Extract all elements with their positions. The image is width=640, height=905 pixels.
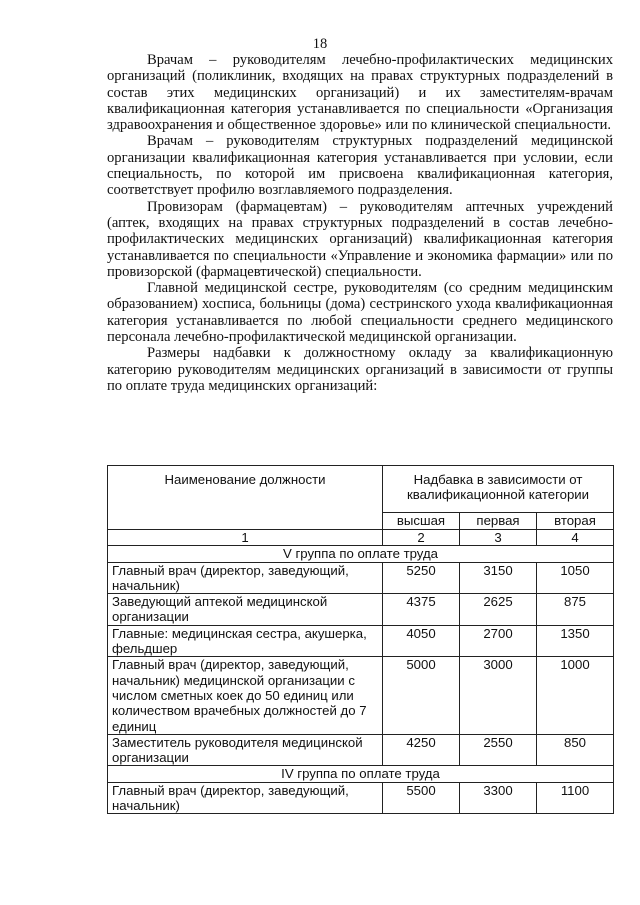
header-first: первая bbox=[460, 513, 537, 530]
paragraph-1: Врачам – руководителям лечебно-профилактических медицинских организаций (поликлиник, входящих на правах структурных подразделений в состав этих медицинских организаций) и их заместителям-врачам квалификационная категория устанавливается по специальности «Организация здравоохранения и общественное здоровье» или по клинической специальности. bbox=[107, 52, 613, 134]
paragraph-5: Размеры надбавки к должностному окладу за квалификационную категорию руководителям медицинских организаций в зависимости от группы по оплате труда медицинских организаций: bbox=[107, 345, 613, 394]
table-row bbox=[108, 625, 614, 657]
group-label: V группа по оплате труда bbox=[108, 546, 614, 562]
second-cell: 1100 bbox=[537, 782, 614, 814]
second-cell: 875 bbox=[537, 594, 614, 626]
position-cell: Главный врач (директор, заведующий, начальник) bbox=[108, 782, 383, 814]
highest-cell: 5000 bbox=[383, 657, 460, 734]
paragraph-3: Провизорам (фармацевтам) – руководителям аптечных учреждений (аптек, входящих на правах структурных подразделений в состав лечебно-профилактических медицинских организаций) квалификационная категория устанавливается по специальности «Управление и экономика фармации» или по провизорской (фармацевтической) специальности. bbox=[107, 198, 613, 280]
column-number: 1 bbox=[108, 530, 383, 546]
column-number: 4 bbox=[537, 530, 614, 546]
header-bonus: Надбавка в зависимости от квалификационной категории bbox=[383, 466, 614, 513]
table-row bbox=[108, 562, 614, 594]
header-highest: высшая bbox=[383, 513, 460, 530]
table-row bbox=[108, 657, 614, 734]
group-row-iv bbox=[108, 766, 614, 782]
column-number: 3 bbox=[460, 530, 537, 546]
highest-cell: 4375 bbox=[383, 594, 460, 626]
first-cell: 3300 bbox=[460, 782, 537, 814]
highest-cell: 4050 bbox=[383, 625, 460, 657]
first-cell: 3150 bbox=[460, 562, 537, 594]
position-cell: Заведующий аптекой медицинской организации bbox=[108, 594, 383, 626]
first-cell: 2625 bbox=[460, 594, 537, 626]
position-cell: Главный врач (директор, заведующий, начальник) медицинской организации с числом сметных коек до 50 единиц или количеством врачебных должностей до 7 единиц bbox=[108, 657, 383, 734]
first-cell: 3000 bbox=[460, 657, 537, 734]
header-second: вторая bbox=[537, 513, 614, 530]
highest-cell: 5250 bbox=[383, 562, 460, 594]
table-row bbox=[108, 734, 614, 766]
page-number: 18 bbox=[312, 36, 328, 52]
second-cell: 1000 bbox=[537, 657, 614, 734]
highest-cell: 5500 bbox=[383, 782, 460, 814]
position-cell: Главные: медицинская сестра, акушерка, фельдшер bbox=[108, 625, 383, 657]
column-number: 2 bbox=[383, 530, 460, 546]
highest-cell: 4250 bbox=[383, 734, 460, 766]
header-position: Наименование должности bbox=[108, 466, 383, 530]
position-cell: Заместитель руководителя медицинской организации bbox=[108, 734, 383, 766]
position-cell: Главный врач (директор, заведующий, начальник) bbox=[108, 562, 383, 594]
table-row bbox=[108, 594, 614, 626]
paragraph-4: Главной медицинской сестре, руководителям (со средним медицинским образованием) хосписа, больницы (дома) сестринского ухода квалификационная категория устанавливается по любой специальности среднего медицинского персонала лечебно-профилактической медицинской организации. bbox=[107, 280, 613, 346]
paragraph-2: Врачам – руководителям структурных подразделений медицинской организации квалификационная категория устанавливается при условии, если специальность, по которой им присвоена квалификационная категория, соответствует профилю возглавляемого подразделения. bbox=[107, 133, 613, 199]
body-text bbox=[107, 52, 613, 394]
group-row-v bbox=[108, 546, 614, 562]
first-cell: 2700 bbox=[460, 625, 537, 657]
second-cell: 1350 bbox=[537, 625, 614, 657]
column-number-row bbox=[108, 530, 614, 546]
second-cell: 850 bbox=[537, 734, 614, 766]
first-cell: 2550 bbox=[460, 734, 537, 766]
second-cell: 1050 bbox=[537, 562, 614, 594]
group-label: IV группа по оплате труда bbox=[108, 766, 614, 782]
bonus-table bbox=[107, 465, 614, 814]
table-row bbox=[108, 782, 614, 814]
